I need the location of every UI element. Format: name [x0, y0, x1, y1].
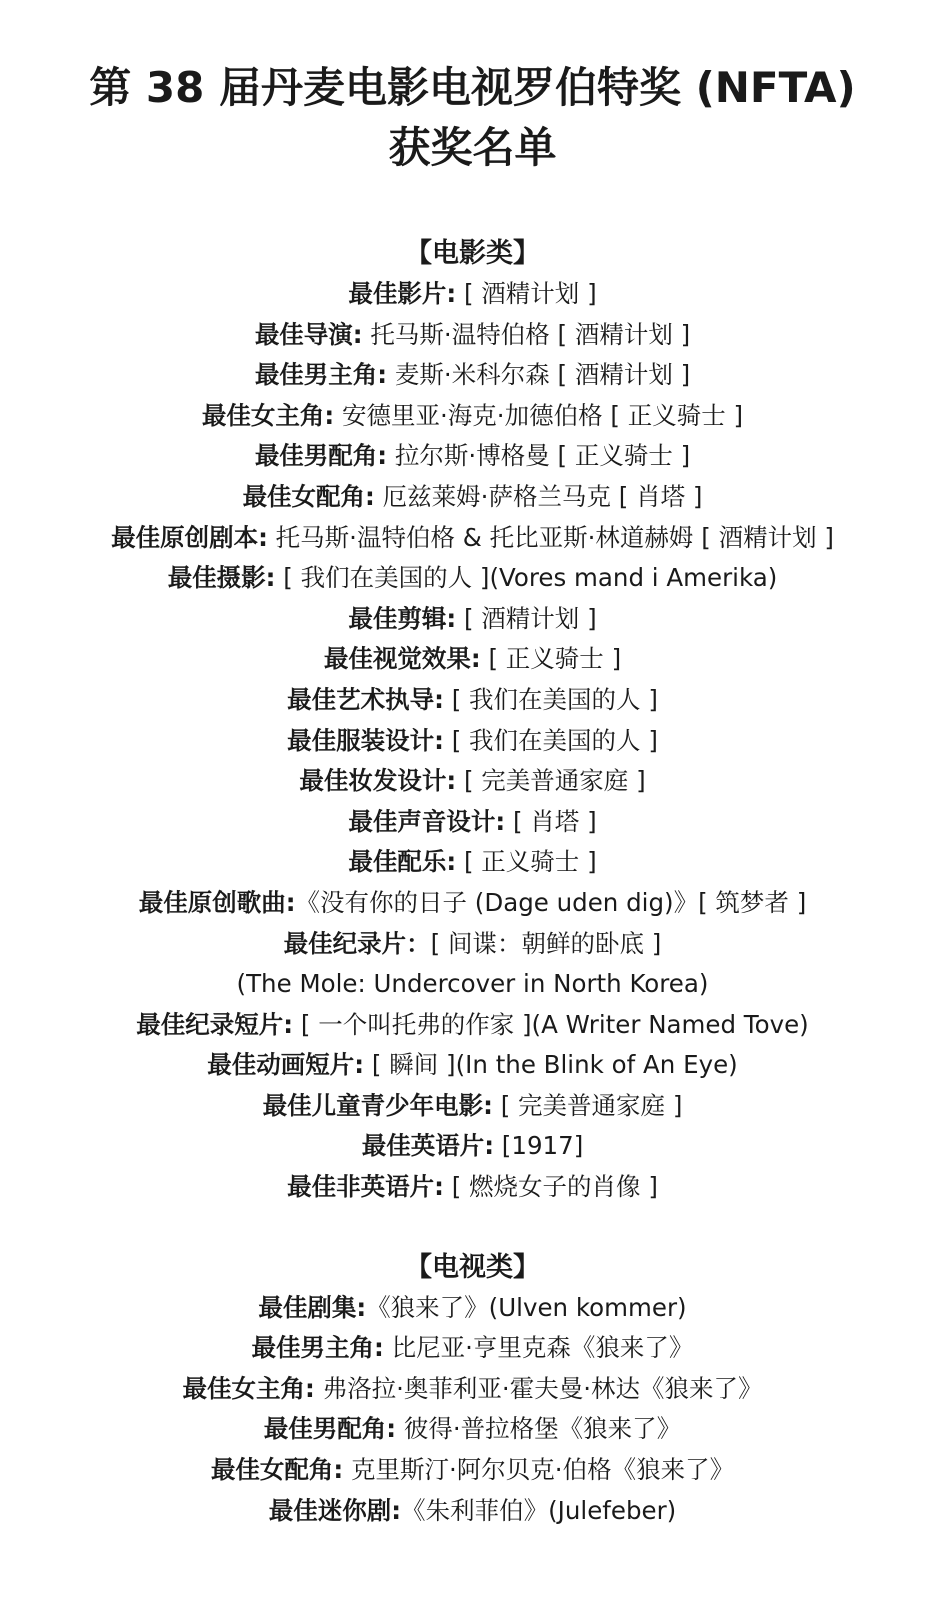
award-category: 最佳服装设计:	[287, 725, 444, 755]
award-entry	[0, 518, 945, 559]
award-category: 最佳声音设计:	[348, 806, 506, 836]
award-entry	[0, 883, 945, 924]
award-category: 最佳导演:	[254, 319, 363, 349]
award-winner: [ 燃烧女子的肖像 ]	[443, 1172, 658, 1202]
award-winner: 托马斯·温特伯格 & 托比亚斯·林道赫姆 [ 酒精计划 ]	[267, 522, 834, 552]
award-category: 最佳非英语片:	[287, 1172, 444, 1202]
tv-section-heading: 【电视类】	[405, 1251, 540, 1283]
award-winner: [ 肖塔 ]	[505, 806, 597, 836]
award-category: 最佳原创歌曲:	[138, 887, 296, 917]
award-winner: [ 间谍：朝鲜的卧底 ]	[430, 928, 662, 958]
award-category: 最佳男配角:	[263, 1414, 397, 1444]
award-category: 最佳剪辑:	[348, 603, 457, 633]
award-winner: 弗洛拉·奥菲利亚·霍夫曼·林达《狼来了》	[314, 1373, 763, 1403]
award-winner-continuation: (The Mole: Undercover in North Korea)	[236, 969, 709, 999]
film-section-heading: 【电影类】	[405, 238, 540, 269]
award-winner: 《朱利菲伯》(Julefeber)	[401, 1495, 677, 1525]
award-category: 最佳剧集:	[258, 1292, 367, 1322]
award-winner: [ 瞬间 ](In the Blink of An Eye)	[364, 1050, 738, 1080]
award-category: 最佳纪录短片:	[136, 1009, 294, 1039]
award-winner: [1917]	[494, 1131, 584, 1161]
award-winner: [ 完美普通家庭 ]	[456, 766, 646, 796]
award-entry	[0, 842, 945, 883]
award-category: 最佳英语片:	[361, 1131, 495, 1161]
film-award-list	[0, 274, 945, 1208]
award-winner: 《狼来了》(Ulven kommer)	[366, 1292, 687, 1322]
award-category: 最佳艺术执导:	[287, 684, 444, 714]
award-category: 最佳妆发设计:	[299, 766, 457, 796]
award-category: 最佳女配角:	[242, 481, 375, 511]
award-winner: [ 酒精计划 ]	[456, 603, 597, 633]
award-winner: 托马斯·温特伯格 [ 酒精计划 ]	[362, 319, 691, 349]
tv-section	[0, 1248, 945, 1532]
award-entry	[0, 1045, 945, 1086]
award-category: 最佳迷你剧:	[268, 1495, 402, 1525]
award-winner: [ 我们在美国的人 ]	[443, 725, 658, 755]
award-category: 最佳男配角:	[254, 441, 388, 471]
award-winner: 克里斯汀·阿尔贝克·伯格《狼来了》	[343, 1455, 735, 1485]
award-category: 最佳女配角:	[210, 1455, 344, 1485]
award-entry	[0, 639, 945, 680]
award-entry	[0, 436, 945, 477]
award-winner: 麦斯·米科尔森 [ 酒精计划 ]	[387, 360, 691, 390]
award-winner: 厄兹莱姆·萨格兰马克 [ 肖塔 ]	[374, 481, 703, 511]
title-line-1: 第 38 届丹麦电影电视罗伯特奖 (NFTA)	[89, 63, 856, 112]
award-entry	[0, 1005, 945, 1046]
award-entry	[0, 477, 945, 518]
award-entry	[0, 274, 945, 315]
award-winner: [ 正义骑士 ]	[480, 644, 622, 674]
tv-award-list	[0, 1288, 945, 1532]
award-entry	[0, 396, 945, 437]
award-category: 最佳动画短片:	[207, 1050, 365, 1080]
award-category: 最佳影片:	[348, 279, 457, 308]
film-section	[0, 234, 945, 1208]
title-line-2: 获奖名单	[388, 123, 557, 172]
award-category: 最佳男主角:	[254, 360, 388, 390]
award-entry	[0, 599, 945, 640]
award-category: 最佳原创剧本:	[111, 522, 268, 552]
award-entry	[0, 680, 945, 721]
award-category: 最佳儿童青少年电影:	[262, 1090, 493, 1120]
award-entry	[0, 315, 945, 356]
award-category: 最佳女主角:	[201, 400, 335, 430]
award-entry	[0, 924, 945, 965]
award-entry	[0, 761, 945, 802]
award-entry	[0, 1328, 945, 1369]
award-entry	[0, 1167, 945, 1208]
page-title	[0, 58, 945, 178]
award-winner: 拉尔斯·博格曼 [ 正义骑士 ]	[387, 441, 691, 471]
award-category: 最佳男主角:	[251, 1333, 384, 1363]
award-winner: 比尼亚·亨里克森《狼来了》	[383, 1333, 694, 1363]
award-entry	[0, 721, 945, 762]
award-category: 最佳配乐:	[348, 847, 457, 877]
award-category: 最佳女主角:	[182, 1373, 315, 1403]
award-winner: [ 我们在美国的人 ]	[443, 684, 658, 714]
award-entry	[0, 1491, 945, 1532]
award-entry	[0, 1086, 945, 1127]
award-category: 最佳摄影:	[167, 563, 276, 593]
award-entry	[0, 355, 945, 396]
award-entry	[0, 1450, 945, 1491]
award-winner: 安德里亚·海克·加德伯格 [ 正义骑士 ]	[334, 400, 744, 430]
award-winner: [ 完美普通家庭 ]	[492, 1090, 683, 1120]
award-winner: [ 一个叫托弗的作家 ](A Writer Named Tove)	[293, 1009, 809, 1039]
award-winner: 《没有你的日子 (Dage uden dig)》[ 筑梦者 ]	[295, 887, 807, 917]
award-category: 最佳视觉效果:	[323, 644, 481, 674]
award-winner: [ 我们在美国的人 ](Vores mand i Amerika)	[275, 563, 778, 593]
award-entry	[0, 1126, 945, 1167]
award-winner: 彼得·普拉格堡《狼来了》	[396, 1414, 682, 1444]
award-entry	[0, 802, 945, 843]
award-entry	[0, 1409, 945, 1450]
award-winner: [ 酒精计划 ]	[456, 279, 597, 308]
award-entry	[0, 1369, 945, 1410]
award-winner: [ 正义骑士 ]	[456, 847, 597, 877]
award-entry	[0, 558, 945, 599]
award-entry	[0, 1288, 945, 1329]
award-category: 最佳纪录片：	[283, 928, 431, 958]
